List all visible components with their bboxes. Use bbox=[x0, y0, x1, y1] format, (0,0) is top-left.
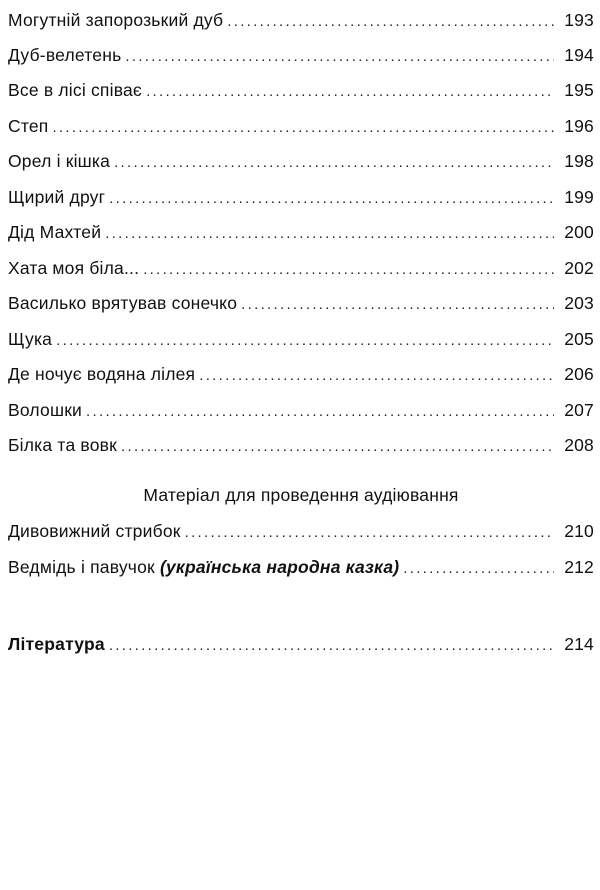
toc-entry bbox=[8, 41, 594, 69]
toc-entry-page: 212 bbox=[564, 557, 594, 577]
toc-entry-title: Василько врятував сонечко bbox=[8, 293, 238, 313]
toc-entry-title: Щука bbox=[8, 329, 53, 349]
toc-entry bbox=[8, 147, 594, 175]
toc-entry-title: Все в лісі співає bbox=[8, 80, 143, 100]
toc-entry-title: Дуб-велетень bbox=[8, 45, 122, 65]
dot-leader bbox=[125, 43, 554, 71]
toc-entry bbox=[8, 553, 594, 581]
dot-leader bbox=[105, 220, 554, 248]
toc-entry bbox=[8, 218, 594, 246]
toc-entry-title: Дід Махтей bbox=[8, 222, 102, 242]
dot-leader bbox=[109, 632, 554, 660]
toc-entry-page: 210 bbox=[564, 521, 594, 541]
dot-leader bbox=[56, 327, 554, 355]
toc-entry-page: 199 bbox=[564, 187, 594, 207]
toc-entry-page: 196 bbox=[564, 116, 594, 136]
toc-entry bbox=[8, 183, 594, 211]
dot-leader bbox=[52, 114, 554, 142]
toc-entry-page: 198 bbox=[564, 151, 594, 171]
toc-entry-title: Хата моя біла... bbox=[8, 258, 140, 278]
dot-leader bbox=[227, 8, 554, 36]
dot-leader bbox=[114, 149, 554, 177]
toc-entry-title-main: Ведмідь і павучок bbox=[8, 557, 160, 577]
toc-entry bbox=[8, 360, 594, 388]
dot-leader bbox=[143, 256, 554, 284]
toc-entry-page: 193 bbox=[564, 10, 594, 30]
dot-leader bbox=[199, 362, 554, 390]
toc-entry bbox=[8, 431, 594, 459]
toc-entry-page: 200 bbox=[564, 222, 594, 242]
toc-literature-entry bbox=[8, 630, 594, 658]
toc-entry-page: 194 bbox=[564, 45, 594, 65]
dot-leader bbox=[121, 433, 554, 461]
toc-entry-page: 207 bbox=[564, 400, 594, 420]
toc-entry-page: 205 bbox=[564, 329, 594, 349]
dot-leader bbox=[403, 555, 554, 583]
dot-leader bbox=[185, 519, 554, 547]
dot-leader bbox=[109, 185, 554, 213]
toc-entry bbox=[8, 289, 594, 317]
toc-entry-title: Волошки bbox=[8, 400, 83, 420]
section-heading: Матеріал для проведення аудіювання bbox=[143, 485, 459, 505]
toc-entry bbox=[8, 76, 594, 104]
toc-entry-title: Могутній запорозький дуб bbox=[8, 10, 224, 30]
toc-entry-page: 208 bbox=[564, 435, 594, 455]
toc-entry bbox=[8, 517, 594, 545]
toc-entry-title: Білка та вовк bbox=[8, 435, 118, 455]
dot-leader bbox=[146, 78, 554, 106]
dot-leader bbox=[86, 398, 554, 426]
toc-entry-page: 206 bbox=[564, 364, 594, 384]
toc-entry-title: Дивовижний стрибок bbox=[8, 521, 181, 541]
toc-entry-title: Де ночує водяна лілея bbox=[8, 364, 196, 384]
toc-entry bbox=[8, 112, 594, 140]
dot-leader bbox=[241, 291, 554, 319]
toc-entry-page: 202 bbox=[564, 258, 594, 278]
toc-entry bbox=[8, 396, 594, 424]
toc-entry-page: 195 bbox=[564, 80, 594, 100]
toc-entry bbox=[8, 254, 594, 282]
toc-entry-subtitle: (українська народна казка) bbox=[159, 557, 400, 577]
toc-entry bbox=[8, 6, 594, 34]
toc-entry-page: 203 bbox=[564, 293, 594, 313]
toc-entry bbox=[8, 325, 594, 353]
toc-entry-title bbox=[8, 553, 399, 581]
toc-entry-title: Степ bbox=[8, 116, 49, 136]
toc-entry-title: Орел і кішка bbox=[8, 151, 111, 171]
toc-literature-title: Література bbox=[8, 634, 105, 654]
toc-entry-title: Щирий друг bbox=[8, 187, 106, 207]
toc-literature-page: 214 bbox=[564, 634, 594, 654]
